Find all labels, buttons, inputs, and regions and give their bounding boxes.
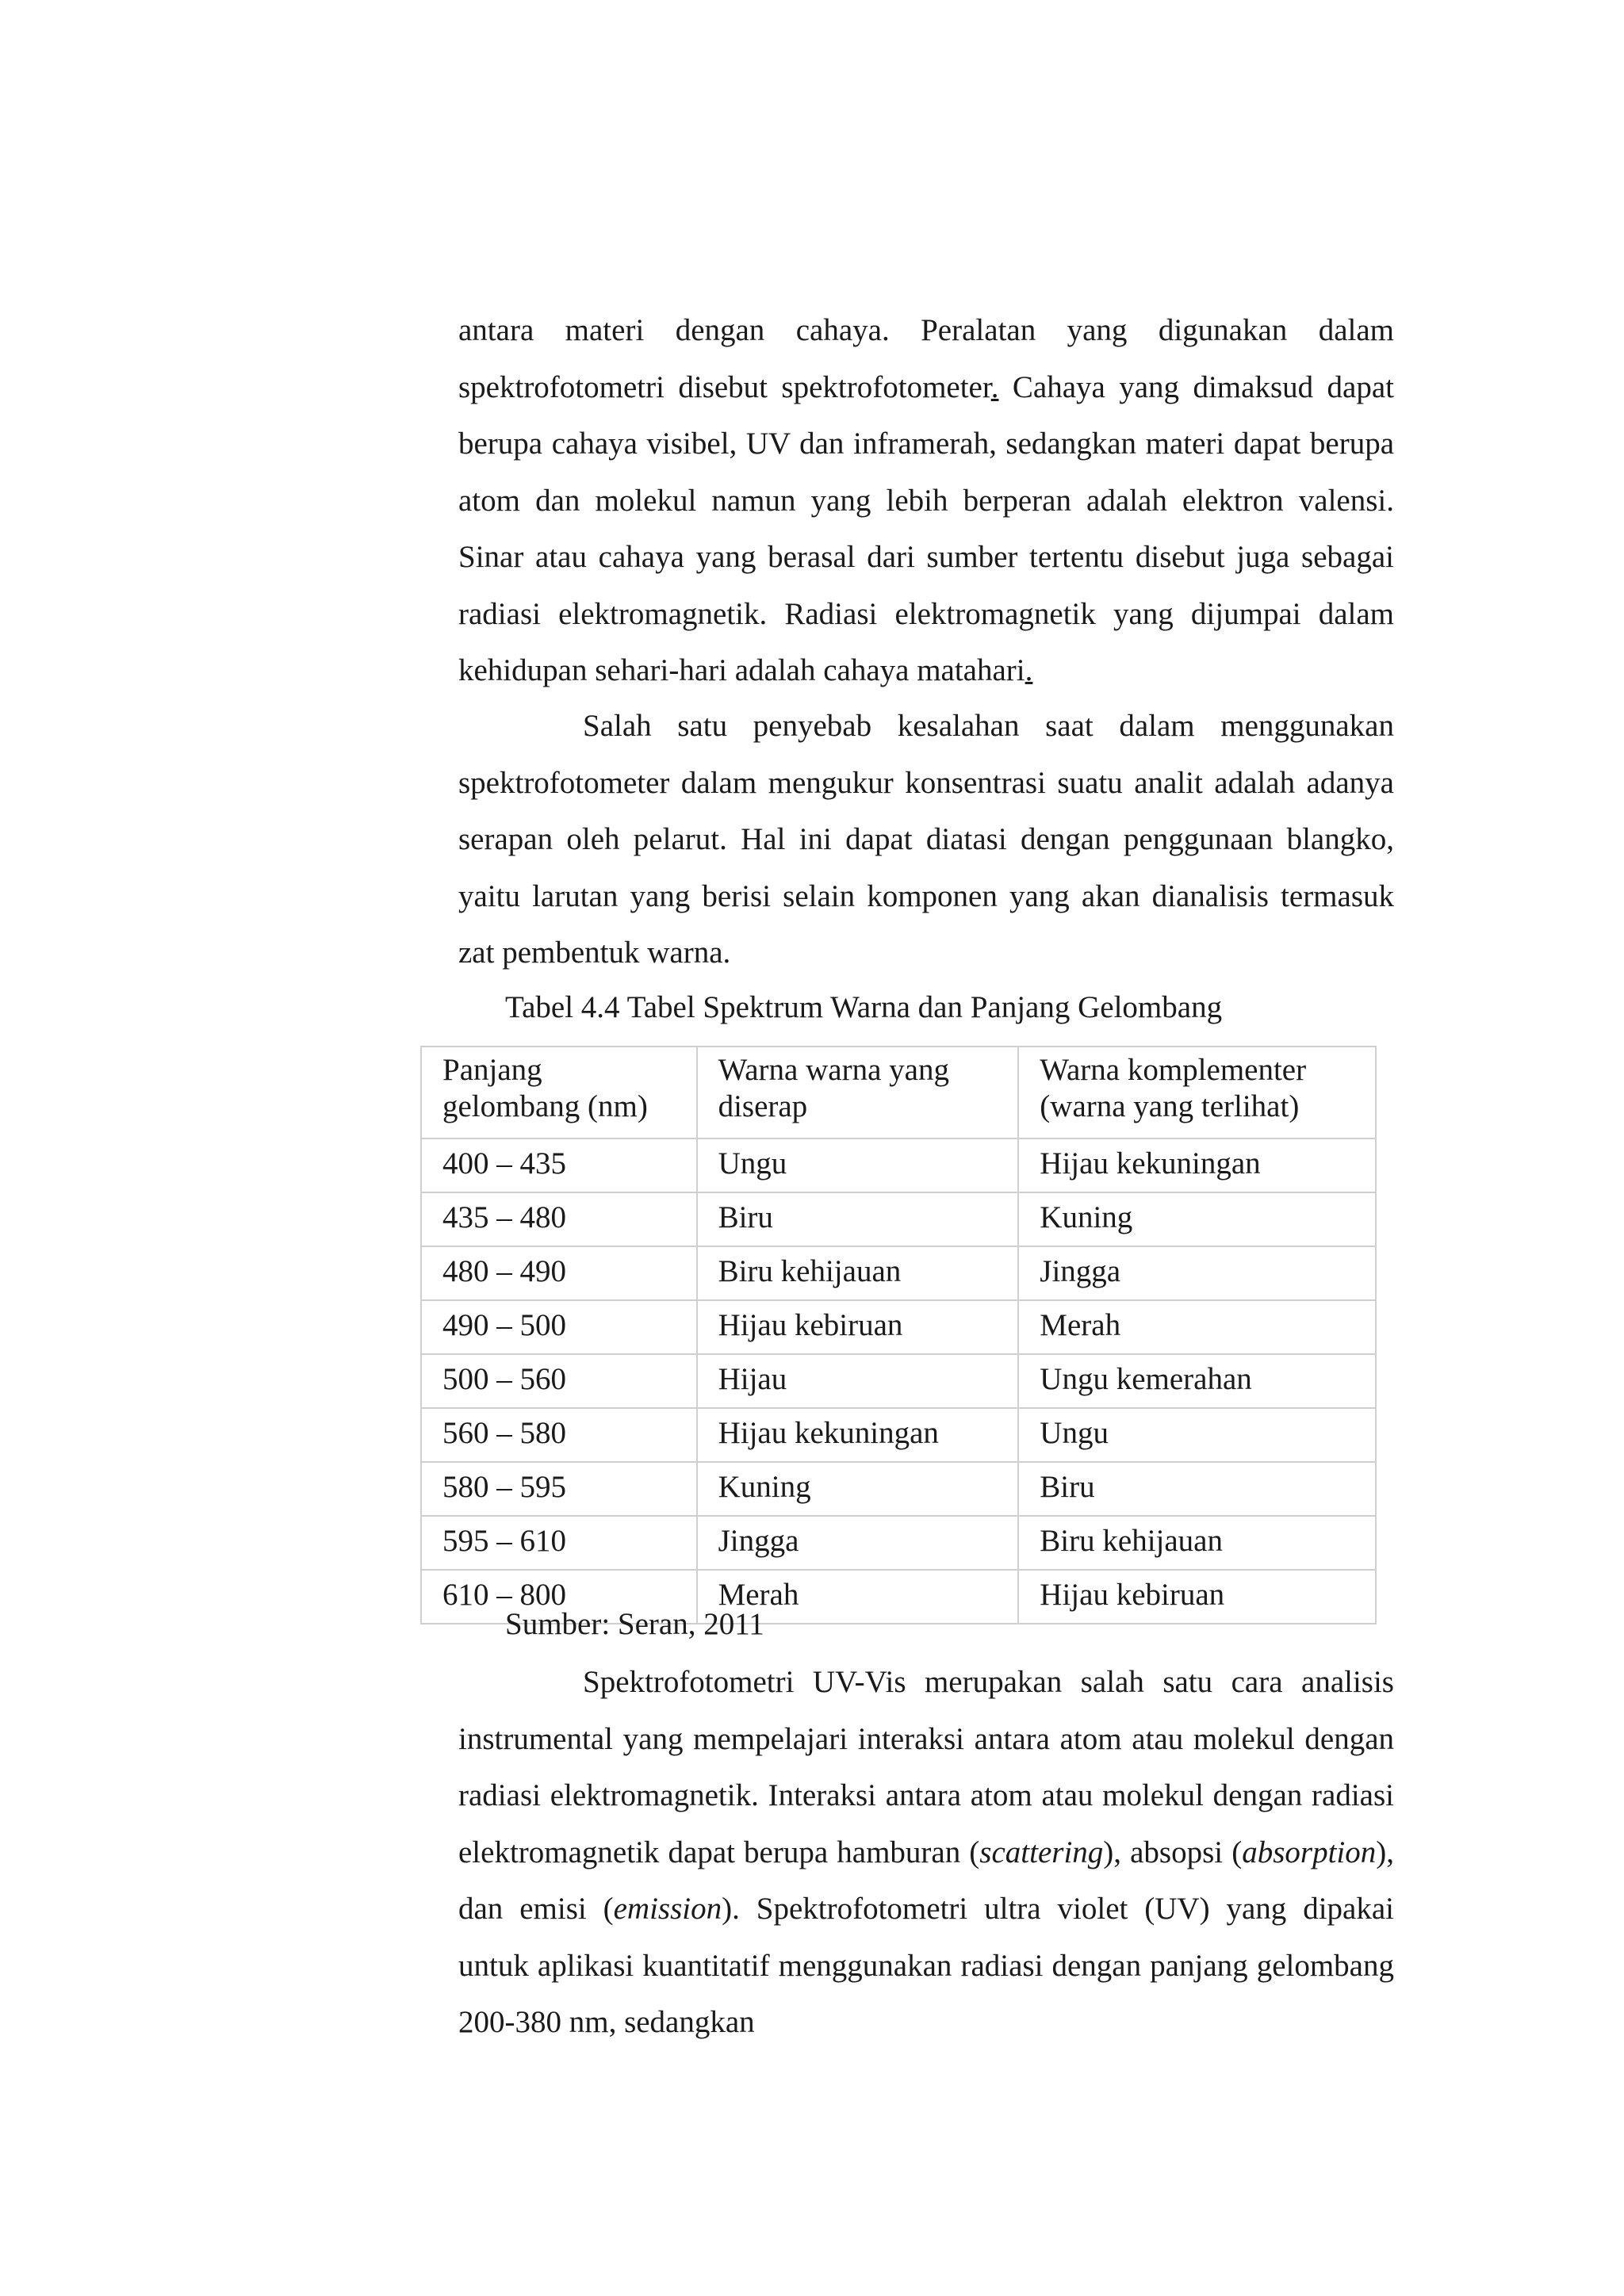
term-absorption: absorption — [1242, 1835, 1377, 1869]
paragraph-blank-solution — [458, 698, 1394, 982]
paragraph-uv-vis-text-3: ), dan emisi ( — [458, 1835, 1394, 1926]
table-row — [421, 1138, 1376, 1192]
cell-wavelength: 580 – 595 — [421, 1462, 697, 1516]
cell-complementary-color: Hijau kebiruan — [1018, 1570, 1376, 1624]
cell-absorbed-color: Ungu — [697, 1138, 1019, 1192]
cell-complementary-color: Merah — [1018, 1300, 1376, 1354]
paragraph-uv-vis — [458, 1654, 1394, 2051]
paragraph-uv-vis-text-1: Spektrofotometri UV-Vis merupakan salah satu cara analisis instrumental yang mempelajari interaksi antara atom atau molekul dengan radiasi elektromagnetik. Interaksi antara atom atau molekul dengan radiasi elektromagnetik dapat berupa hamburan ( — [458, 1665, 1394, 1869]
table-row — [421, 1408, 1376, 1462]
header-absorbed-color-line-1: Warna warna yang — [718, 1053, 949, 1087]
term-scattering: scattering — [979, 1835, 1104, 1869]
cell-absorbed-color: Jingga — [697, 1516, 1019, 1570]
table-row — [421, 1246, 1376, 1300]
header-complementary-color-line-1: Warna komplementer — [1040, 1053, 1307, 1087]
cell-absorbed-color: Biru kehijauan — [697, 1246, 1019, 1300]
paragraph-blank-solution-text: Salah satu penyebab kesalahan saat dalam menggunakan spektrofotometer dalam mengukur konsentrasi suatu analit adalah adanya serapan oleh pelarut. Hal ini dapat diatasi dengan penggunaan blangko, yaitu larutan yang berisi selain komponen yang akan dianalisis termasuk zat pembentuk warna. — [458, 709, 1394, 970]
cell-absorbed-color: Hijau kekuningan — [697, 1408, 1019, 1462]
cell-wavelength: 490 – 500 — [421, 1300, 697, 1354]
paragraph-intro — [458, 302, 1394, 699]
table-row — [421, 1300, 1376, 1354]
table-source: Sumber: Seran, 2011 — [505, 1607, 764, 1641]
table-header-row — [421, 1047, 1376, 1138]
cell-absorbed-color: Hijau — [697, 1354, 1019, 1408]
paragraph-intro-text-2: Cahaya yang dimaksud dapat berupa cahaya visibel, UV dan inframerah, sedangkan materi dapat berupa atom dan molekul namun yang lebih berperan adalah elektron valensi. Sinar atau cahaya yang berasal dari sumber tertentu disebut juga sebagai radiasi elektromagnetik. Radiasi elektromagnetik yang dijumpai dalam kehidupan sehari-hari adalah cahaya matahari — [458, 369, 1394, 687]
header-wavelength-line-2: gelombang (nm) — [442, 1089, 648, 1123]
cell-wavelength: 610 – 800 — [421, 1570, 697, 1624]
cell-absorbed-color: Hijau kebiruan — [697, 1300, 1019, 1354]
table-row — [421, 1516, 1376, 1570]
cell-absorbed-color: Kuning — [697, 1462, 1019, 1516]
cell-wavelength: 435 – 480 — [421, 1192, 697, 1246]
cell-wavelength: 560 – 580 — [421, 1408, 697, 1462]
cell-complementary-color: Ungu — [1018, 1408, 1376, 1462]
cell-complementary-color: Kuning — [1018, 1192, 1376, 1246]
cell-wavelength: 400 – 435 — [421, 1138, 697, 1192]
header-complementary-color-line-2: (warna yang terlihat) — [1040, 1089, 1300, 1123]
table-row — [421, 1462, 1376, 1516]
cell-wavelength: 500 – 560 — [421, 1354, 697, 1408]
term-emission: emission — [613, 1892, 722, 1926]
header-absorbed-color — [697, 1047, 1019, 1138]
spectrum-table — [420, 1046, 1377, 1624]
paragraph-uv-vis-text-2: ), absopsi ( — [1103, 1835, 1243, 1869]
paragraph-intro-text-1: antara materi dengan cahaya. Peralatan yang digunakan dalam spektrofotometri disebut spektrofotometer — [458, 313, 1394, 404]
cell-complementary-color: Hijau kekuningan — [1018, 1138, 1376, 1192]
underlined-period-1: . — [990, 369, 999, 404]
cell-wavelength: 595 – 610 — [421, 1516, 697, 1570]
cell-wavelength: 480 – 490 — [421, 1246, 697, 1300]
header-wavelength — [421, 1047, 697, 1138]
table-caption: Tabel 4.4 Tabel Spektrum Warna dan Panjang Gelombang — [505, 990, 1223, 1024]
cell-absorbed-color: Biru — [697, 1192, 1019, 1246]
cell-complementary-color: Jingga — [1018, 1246, 1376, 1300]
header-complementary-color — [1018, 1047, 1376, 1138]
header-wavelength-line-1: Panjang — [442, 1053, 542, 1087]
header-absorbed-color-line-2: diserap — [718, 1089, 808, 1123]
table-row — [421, 1192, 1376, 1246]
cell-complementary-color: Biru — [1018, 1462, 1376, 1516]
cell-complementary-color: Ungu kemerahan — [1018, 1354, 1376, 1408]
table-row — [421, 1354, 1376, 1408]
underlined-period-2: . — [1025, 653, 1033, 687]
cell-absorbed-color: Merah — [697, 1570, 1019, 1624]
cell-complementary-color: Biru kehijauan — [1018, 1516, 1376, 1570]
paragraph-uv-vis-text-4: ). Spektrofotometri ultra violet (UV) yang dipakai untuk aplikasi kuantitatif menggunakan radiasi dengan panjang gelombang 200-380 nm, sedangkan — [458, 1892, 1394, 2039]
